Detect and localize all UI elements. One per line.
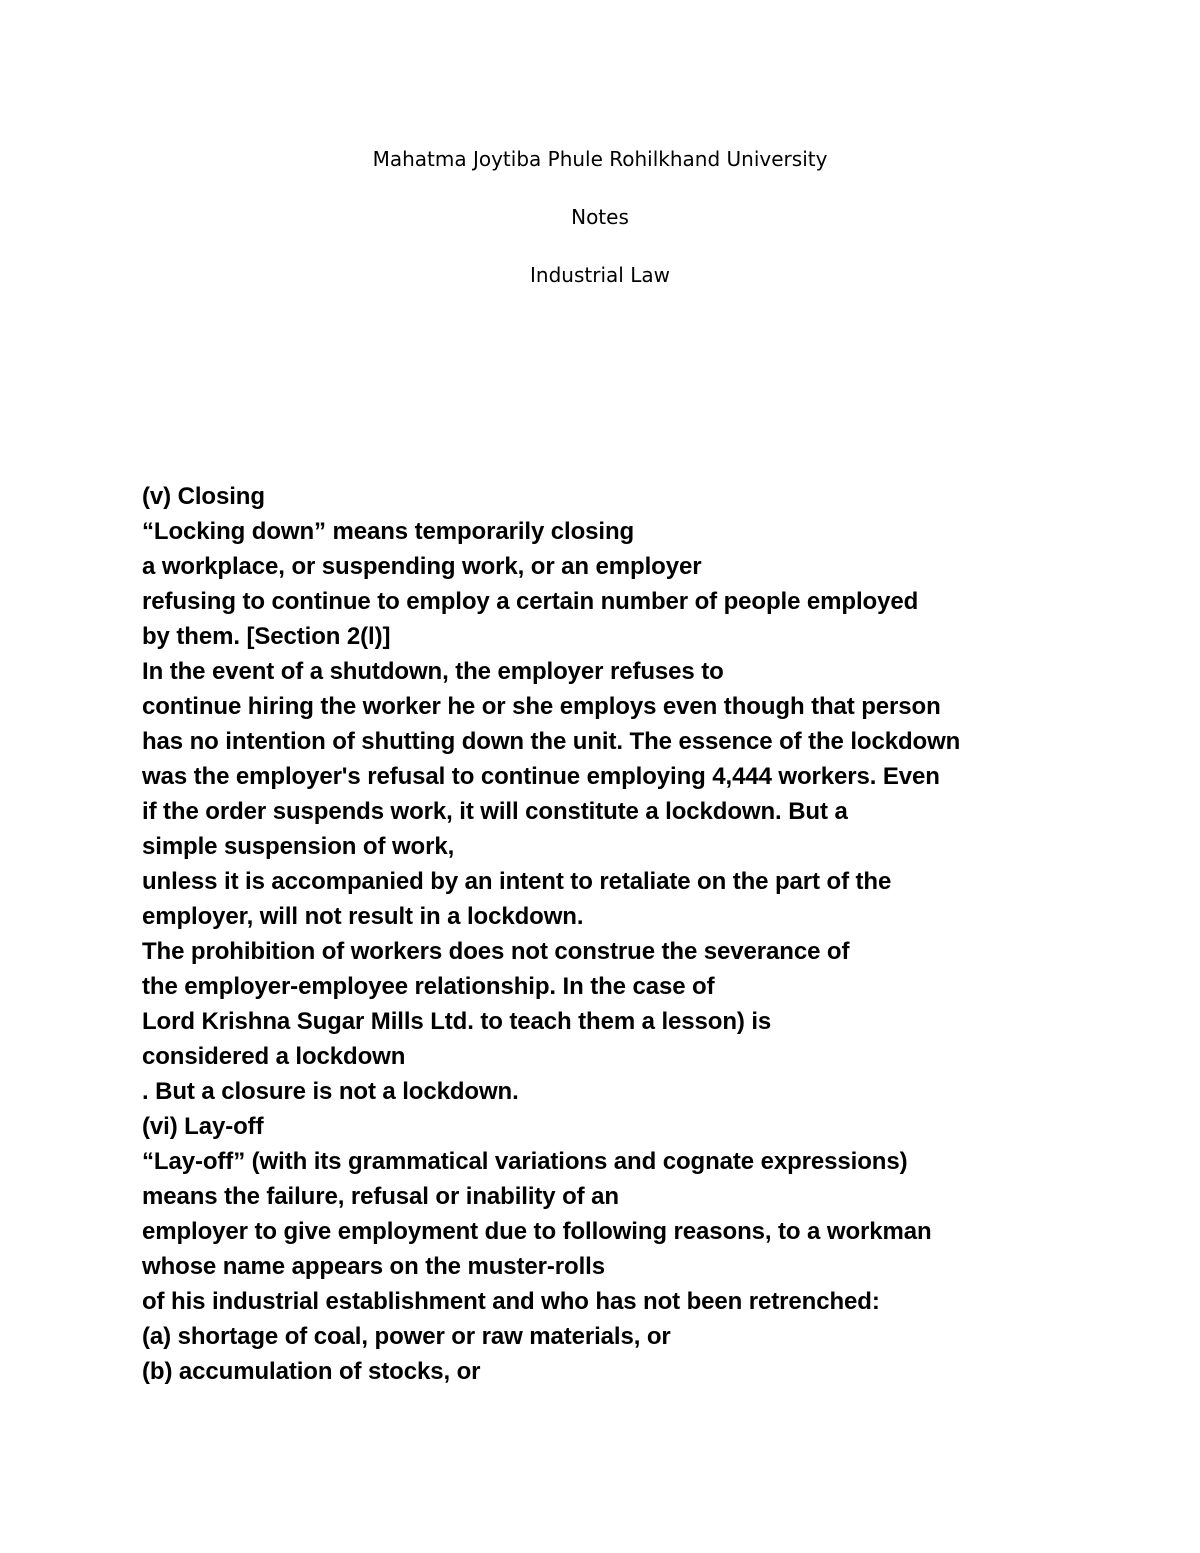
text-line: “Locking down” means temporarily closing bbox=[142, 518, 635, 545]
text-line: the employer-employee relationship. In the case of bbox=[142, 973, 715, 1000]
subject-heading: Industrial Law bbox=[530, 263, 670, 287]
text-line: has no intention of shutting down the unit. The essence of the lockdown bbox=[142, 728, 961, 755]
text-line: if the order suspends work, it will constitute a lockdown. But a bbox=[142, 798, 848, 825]
text-line: simple suspension of work, bbox=[142, 833, 455, 860]
text-line: The prohibition of workers does not construe the severance of bbox=[142, 938, 850, 965]
university-title: Mahatma Joytiba Phule Rohilkhand University bbox=[372, 147, 828, 171]
text-line: (vi) Lay-off bbox=[142, 1113, 264, 1140]
text-line: by them. [Section 2(l)] bbox=[142, 623, 391, 650]
text-line: (b) accumulation of stocks, or bbox=[142, 1358, 481, 1385]
text-line: of his industrial establishment and who has not been retrenched: bbox=[142, 1288, 880, 1315]
text-line: Lord Krishna Sugar Mills Ltd. to teach them a lesson) is bbox=[142, 1008, 772, 1035]
text-line: was the employer's refusal to continue employing 4,444 workers. Even bbox=[142, 763, 940, 790]
text-line: (v) Closing bbox=[142, 483, 265, 510]
text-line: (a) shortage of coal, power or raw materials, or bbox=[142, 1323, 671, 1350]
text-line: . But a closure is not a lockdown. bbox=[142, 1078, 519, 1105]
text-line: In the event of a shutdown, the employer refuses to bbox=[142, 658, 724, 685]
text-line: a workplace, or suspending work, or an employer bbox=[142, 553, 702, 580]
notes-heading: Notes bbox=[571, 205, 629, 229]
text-line: refusing to continue to employ a certain number of people employed bbox=[142, 588, 919, 615]
text-line: considered a lockdown bbox=[142, 1043, 406, 1070]
text-line: continue hiring the worker he or she employs even though that person bbox=[142, 693, 941, 720]
text-line: means the failure, refusal or inability of an bbox=[142, 1183, 619, 1210]
text-line: “Lay-off” (with its grammatical variations and cognate expressions) bbox=[142, 1148, 908, 1175]
text-line: employer to give employment due to following reasons, to a workman bbox=[142, 1218, 932, 1245]
body-text bbox=[142, 479, 1182, 1389]
text-line: whose name appears on the muster-rolls bbox=[142, 1253, 605, 1280]
text-line: unless it is accompanied by an intent to retaliate on the part of the bbox=[142, 868, 892, 895]
text-line: employer, will not result in a lockdown. bbox=[142, 903, 584, 930]
